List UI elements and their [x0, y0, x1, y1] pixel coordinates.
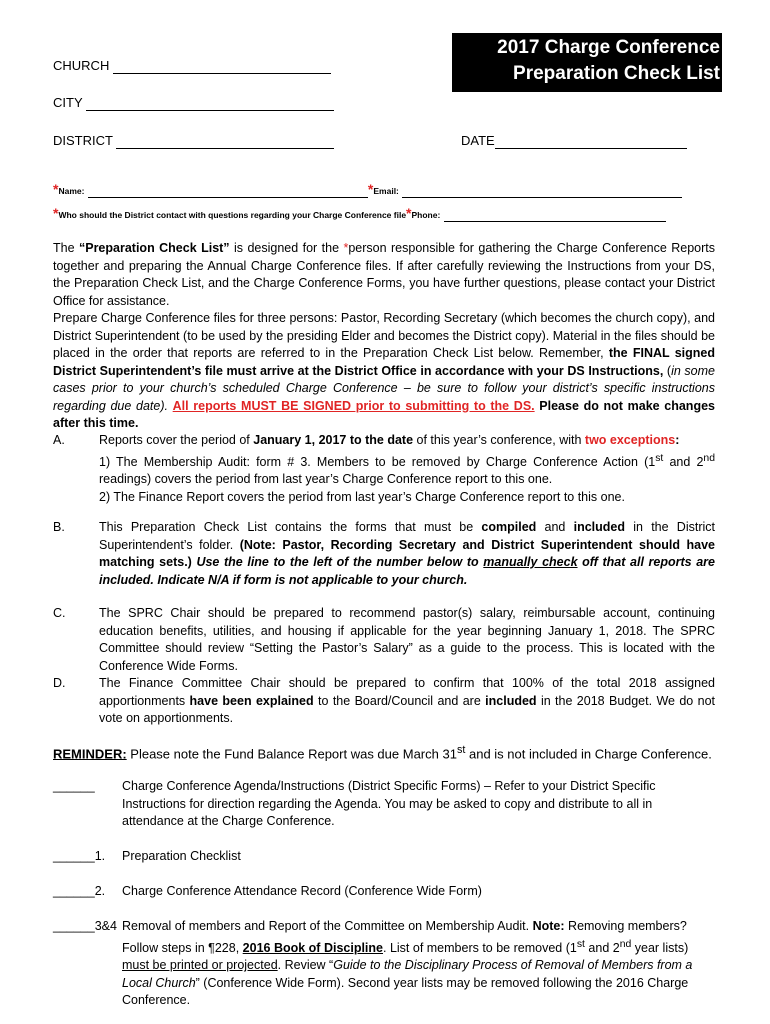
- text: . Review “: [277, 958, 334, 973]
- must-be-printed: must be printed or projected: [122, 958, 278, 973]
- superscript: nd: [703, 452, 715, 464]
- superscript: st: [576, 938, 585, 950]
- period: January 1, 2017 to the date: [253, 433, 414, 447]
- text: is designed for the: [229, 241, 344, 255]
- item-label: A.: [53, 433, 65, 447]
- due-date-note: in some cases prior to your church’s scheduled Charge Conference – be sure to follow your district’s specific instructions regarding due date).: [53, 363, 715, 413]
- contact-label: Who should the District contact with questions regarding your Charge Conference file: [58, 210, 407, 220]
- text: Prepare Charge Conference files for three persons: Pastor, Recording Secretary (which becomes the church copy), and District Superintendent (to be used by the presiding Elder and becomes the District copy). Material in the files should be placed in the order that reports are referred to in the Preparation Check List below. Remember,: [53, 311, 715, 360]
- book-of-discipline: 2016 Book of Discipline: [242, 940, 383, 955]
- item-a: [53, 432, 715, 506]
- superscript: st: [456, 744, 466, 756]
- date-field[interactable]: [461, 133, 687, 149]
- manually-check-emphasis: manually check: [483, 555, 578, 569]
- checklist-item-3-4[interactable]: [53, 918, 715, 1010]
- no-changes-note: Please do not make changes after this time.: [53, 398, 715, 430]
- contact-phone-row: [53, 205, 666, 222]
- title-box: [452, 33, 722, 92]
- checklist-text: [122, 918, 715, 1010]
- text: Please note the Fund Balance Report was due March 31: [126, 746, 457, 762]
- text: to the Board/Council and are: [313, 693, 486, 708]
- superscript: st: [655, 452, 664, 464]
- text: (: [663, 363, 672, 378]
- city-label: CITY: [53, 95, 83, 110]
- text: included: [573, 520, 626, 534]
- text: readings) covers the period from last year’s Charge Conference report to this one.: [99, 472, 553, 487]
- checklist-item-1[interactable]: [53, 848, 715, 866]
- date-label: DATE: [461, 133, 495, 148]
- intro-paragraph-2: [53, 310, 715, 433]
- text: person responsible for gathering the Charge Conference Reports together and preparing the Annual Charge Conference files. If after carefully reviewing the Instructions from your DS, the Preparation Check List, and the Charge Conference Forms, you have further questions, please contact your District Office for assistance.: [53, 241, 716, 308]
- item-text: [99, 519, 715, 589]
- text: have been explained: [189, 693, 314, 708]
- title-line-2: Preparation Check List: [513, 63, 720, 84]
- intro-paragraph-1: [53, 240, 715, 310]
- checklist-text: Charge Conference Attendance Record (Conference Wide Form): [122, 884, 482, 898]
- text: compiled: [481, 520, 537, 534]
- check-line[interactable]: ______1.: [53, 849, 106, 863]
- district-field[interactable]: [53, 133, 334, 149]
- text: in the 2018 Budget. We do not vote on apportionments.: [99, 693, 716, 725]
- item-label: B.: [53, 520, 65, 534]
- text: The: [53, 241, 79, 255]
- required-star: *: [53, 181, 59, 197]
- item-c: [53, 605, 715, 675]
- item-text: [99, 432, 715, 506]
- text: and is not included in Charge Conference.: [465, 746, 712, 762]
- city-line[interactable]: [86, 95, 334, 111]
- email-line[interactable]: [402, 183, 682, 198]
- phone-line[interactable]: [444, 207, 666, 222]
- name-label: Name:: [58, 186, 85, 196]
- text: off that all reports are included. Indicate N/A if form is not applicable to your church.: [99, 555, 715, 587]
- text: year lists): [631, 940, 689, 955]
- date-line[interactable]: [495, 133, 687, 149]
- required-star: *: [406, 205, 412, 221]
- email-label: Email:: [373, 186, 399, 196]
- title-line-1: 2017 Charge Conference: [497, 37, 720, 58]
- text: included: [485, 693, 537, 708]
- item-b: [53, 519, 715, 589]
- church-field[interactable]: [53, 58, 331, 74]
- item-text: [99, 675, 715, 728]
- checklist-item-agenda[interactable]: [53, 778, 715, 831]
- text: in the District Superintendent’s folder.: [99, 520, 715, 552]
- text: and: [536, 520, 574, 534]
- city-field[interactable]: [53, 95, 334, 111]
- guide-title: Guide to the Disciplinary Process of Removal of Members from a Local Church: [122, 958, 693, 990]
- check-line[interactable]: ______2.: [53, 884, 106, 898]
- checklist-text: Charge Conference Agenda/Instructions (District Specific Forms) – Refer to your District Specific Instructions for direction regarding the Agenda. You may be asked to copy and distribute to all in attendance at the Charge Conference.: [122, 779, 656, 828]
- district-label: DISTRICT: [53, 133, 113, 148]
- check-line[interactable]: ______: [53, 779, 95, 793]
- text: ” (Conference Wide Form). Second year lists may be removed following the 2016 Charge Conference.: [122, 975, 689, 1008]
- text: 2) The Finance Report covers the period from last year’s Charge Conference report to this one.: [99, 489, 625, 504]
- matching-sets-note: (Note: Pastor, Recording Secretary and District Superintendent should have matching sets.): [99, 537, 715, 569]
- signed-warning: All reports MUST BE SIGNED prior to submitting to the DS.: [172, 398, 535, 413]
- reminder-label: REMINDER:: [53, 746, 127, 762]
- checklist-text: Preparation Checklist: [122, 849, 241, 863]
- check-line[interactable]: ______3&4: [53, 919, 117, 933]
- text: Reports cover the period of: [99, 433, 254, 447]
- item-d: [53, 675, 715, 728]
- text: The Finance Committee Chair should be prepared to confirm that 100% of the total 2018 assigned apportionments: [99, 676, 715, 708]
- exceptions-label: two exceptions: [584, 433, 676, 447]
- item-label: C.: [53, 606, 66, 620]
- text: Removal of members and Report of the Committee on Membership Audit.: [122, 919, 533, 933]
- text: :: [675, 433, 680, 447]
- name-line[interactable]: [88, 183, 368, 198]
- checklist-item-2[interactable]: [53, 883, 715, 901]
- text: of this year’s conference, with: [413, 433, 585, 447]
- church-line[interactable]: [113, 58, 331, 74]
- required-star: *: [367, 181, 374, 197]
- text: Removing members? Follow steps in ¶228,: [122, 919, 687, 955]
- text: 1) The Membership Audit: form # 3. Members to be removed by Charge Conference Action (1: [99, 454, 656, 469]
- phone-label: Phone:: [411, 210, 441, 220]
- church-label: CHURCH: [53, 58, 110, 73]
- required-star: *: [53, 205, 59, 221]
- preparation-check-list-term: “Preparation Check List”: [78, 241, 230, 255]
- name-email-row: [53, 181, 682, 198]
- text: and 2: [663, 454, 704, 469]
- text: and 2: [584, 940, 620, 955]
- item-text: The SPRC Chair should be prepared to recommend pastor(s) salary, reimbursable account, continuing education benefits, utilities, and housing if applicable for the year beginning January 1, 2018. The SPRC Committee should review “Setting the Pastor’s Salary” as a guide to the process. This is located with the Conference Wide Forms.: [99, 606, 715, 673]
- superscript: nd: [619, 938, 632, 950]
- reminder: [53, 744, 715, 761]
- text: . List of members to be removed (1: [383, 940, 577, 955]
- note-label: Note:: [532, 919, 565, 933]
- required-star: *: [343, 241, 349, 255]
- item-label: D.: [53, 676, 66, 690]
- deadline-note: the FINAL signed District Superintendent’s file must arrive at the District Office in accordance with your DS Instructions,: [53, 346, 715, 378]
- text: Use the line to the left of the number below to: [191, 555, 484, 569]
- text: This Preparation Check List contains the forms that must be: [99, 520, 482, 534]
- district-line[interactable]: [116, 133, 334, 149]
